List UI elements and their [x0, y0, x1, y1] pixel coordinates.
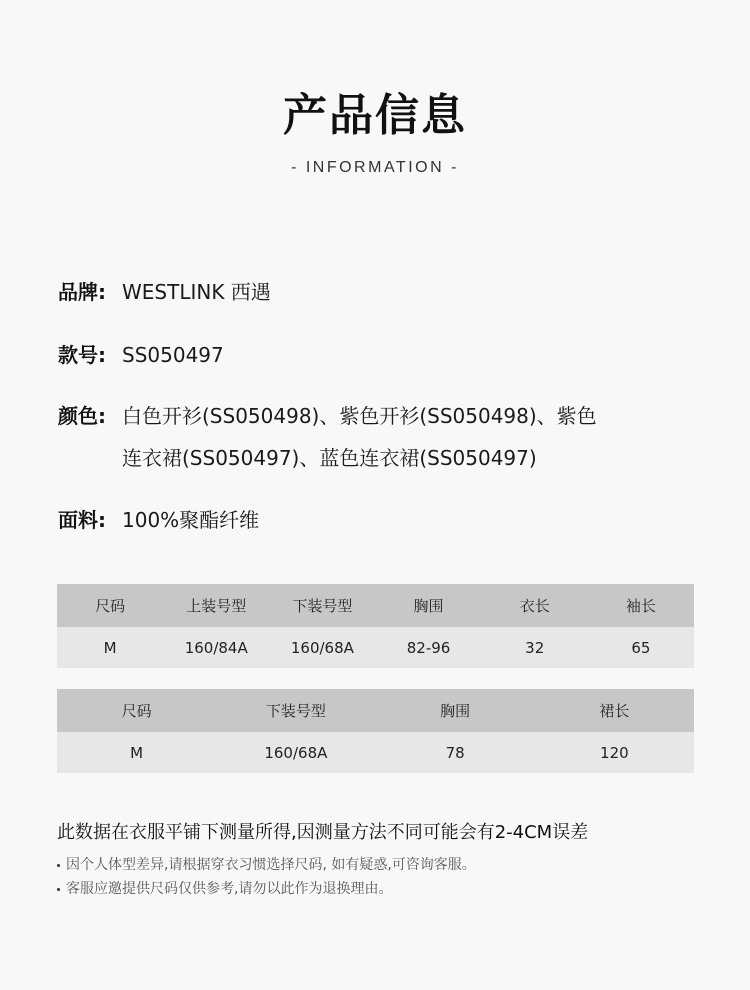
table-cell: 160/84A	[163, 627, 269, 668]
model-label: 款号:	[58, 343, 106, 367]
fabric-label: 面料:	[58, 508, 106, 532]
table-header-cell: 上装号型	[163, 584, 269, 627]
model-value: SS050497	[122, 343, 224, 367]
table-row	[57, 627, 694, 668]
fabric-row	[58, 499, 698, 541]
table-cell: 82-96	[375, 627, 481, 668]
bullet-dot-icon	[57, 864, 60, 867]
note-bullet-text: 因个人体型差异,请根据穿衣习惯选择尺码, 如有疑惑,可咨询客服。	[66, 857, 476, 873]
color-row	[58, 395, 698, 479]
table-header-cell: 裙长	[535, 689, 694, 732]
table-cell: 65	[588, 627, 694, 668]
table-header-cell: 下装号型	[269, 584, 375, 627]
table-header-row	[57, 584, 694, 627]
note-bullet-text: 客服应邀提供尺码仅供参考,请勿以此作为退换理由。	[66, 881, 393, 897]
measurement-note: 此数据在衣服平铺下测量所得,因测量方法不同可能会有2-4CM误差	[57, 822, 589, 843]
table-cell: 120	[535, 732, 694, 773]
table-cell: 78	[376, 732, 535, 773]
table-header-cell: 尺码	[57, 689, 216, 732]
table-cell: 160/68A	[216, 732, 375, 773]
size-table-top	[57, 584, 694, 668]
page-subtitle: - INFORMATION -	[291, 159, 459, 176]
table-row	[57, 732, 694, 773]
table-cell: M	[57, 732, 216, 773]
color-value-line1: 白色开衫(SS050498)、紫色开衫(SS050498)、紫色	[122, 404, 597, 428]
size-table-bottom	[57, 689, 694, 773]
table-cell: 160/68A	[269, 627, 375, 668]
brand-value: WESTLINK 西遇	[122, 280, 271, 304]
table-header-cell: 袖长	[588, 584, 694, 627]
color-label: 颜色:	[58, 404, 106, 428]
table-cell: 32	[482, 627, 588, 668]
color-value-line2: 连衣裙(SS050497)、蓝色连衣裙(SS050497)	[122, 446, 537, 470]
brand-label: 品牌:	[58, 280, 106, 304]
note-bullet-item	[57, 854, 476, 874]
table-header-cell: 胸围	[375, 584, 481, 627]
table-header-row	[57, 689, 694, 732]
page-title: 产品信息	[283, 90, 467, 141]
note-bullet-item	[57, 878, 392, 898]
table-header-cell: 胸围	[376, 689, 535, 732]
bullet-dot-icon	[57, 888, 60, 891]
brand-row	[58, 271, 698, 313]
table-header-cell: 尺码	[57, 584, 163, 627]
table-header-cell: 衣长	[482, 584, 588, 627]
model-row	[58, 334, 698, 376]
table-header-cell: 下装号型	[216, 689, 375, 732]
fabric-value: 100%聚酯纤维	[122, 508, 260, 532]
table-cell: M	[57, 627, 163, 668]
